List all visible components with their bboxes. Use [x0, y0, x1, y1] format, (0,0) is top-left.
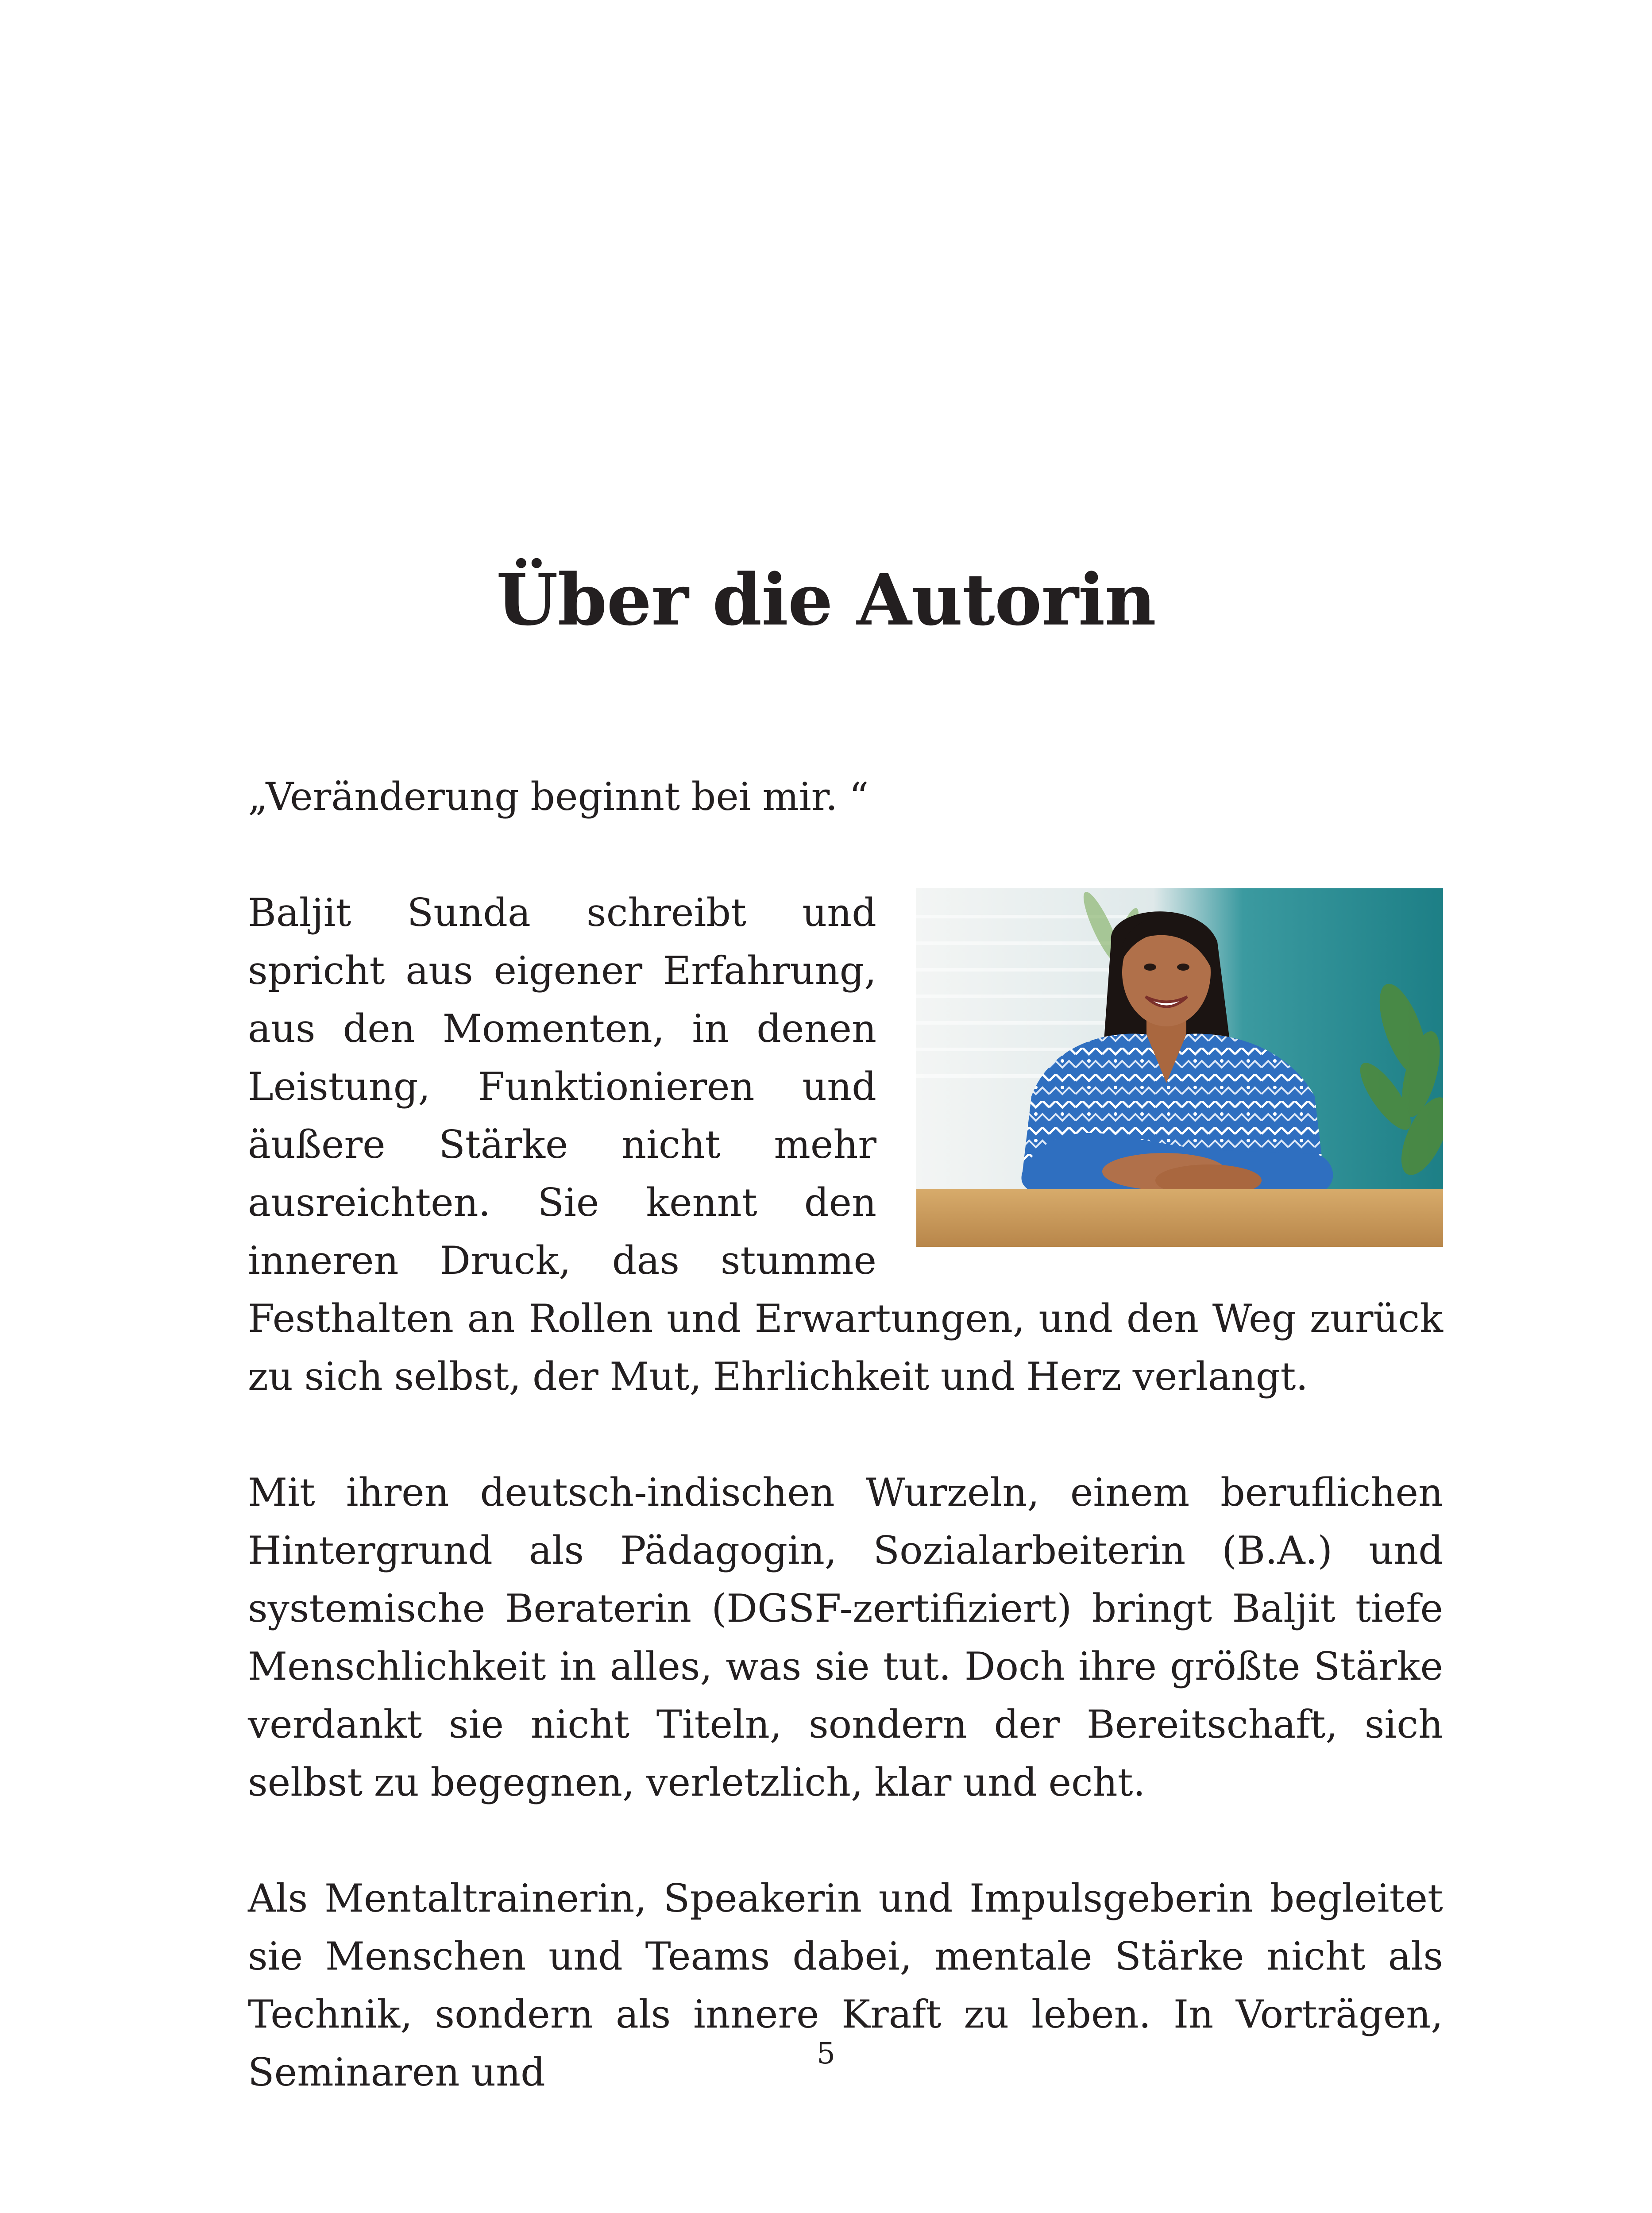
author-quote: „Veränderung beginnt bei mir. “	[248, 774, 869, 819]
author-portrait-photo	[916, 888, 1443, 1247]
author-bio	[248, 768, 1443, 2101]
bio-paragraph: Mit ihren deutsch-indischen Wurzeln, einem beruflichen Hintergrund als Pädagogin, Sozialarbeiterin (B.A.) und systemische Beraterin (DGSF-zertifiziert) bringt Baljit tiefe Menschlichkeit in alles, was sie tut. Doch ihre größte Stärke verdankt sie nicht Titeln, sondern der Bereitschaft, sich selbst zu begegnen, verletzlich, klar und echt.	[248, 1470, 1443, 1805]
page-number: 5	[817, 2036, 835, 2070]
bio-paragraph: Als Mentaltrainerin, Speakerin und Impulsgeberin begleitet sie Menschen und Teams dabei, mentale Stärke nicht als Technik, sondern als innere Kraft zu leben. In Vorträgen, Seminaren und	[248, 1876, 1443, 2095]
paragraph-spacer	[248, 1812, 1443, 1870]
bio-paragraph: Baljit Sunda schreibt und spricht aus eigener Erfahrung, aus den Momenten, in denen Leistung, Funktionieren und äußere Stärke nicht mehr ausreichten. Sie kennt den inneren Druck, das stumme Festhalten an Rollen und Erwartungen, und den Weg zurück zu sich selbst, der Mut, Ehrlichkeit und Herz verlangt.	[248, 890, 1443, 1399]
paragraph-spacer	[248, 826, 1443, 884]
page-title: Über die Autorin	[496, 558, 1156, 641]
paragraph-spacer	[248, 1406, 1443, 1464]
